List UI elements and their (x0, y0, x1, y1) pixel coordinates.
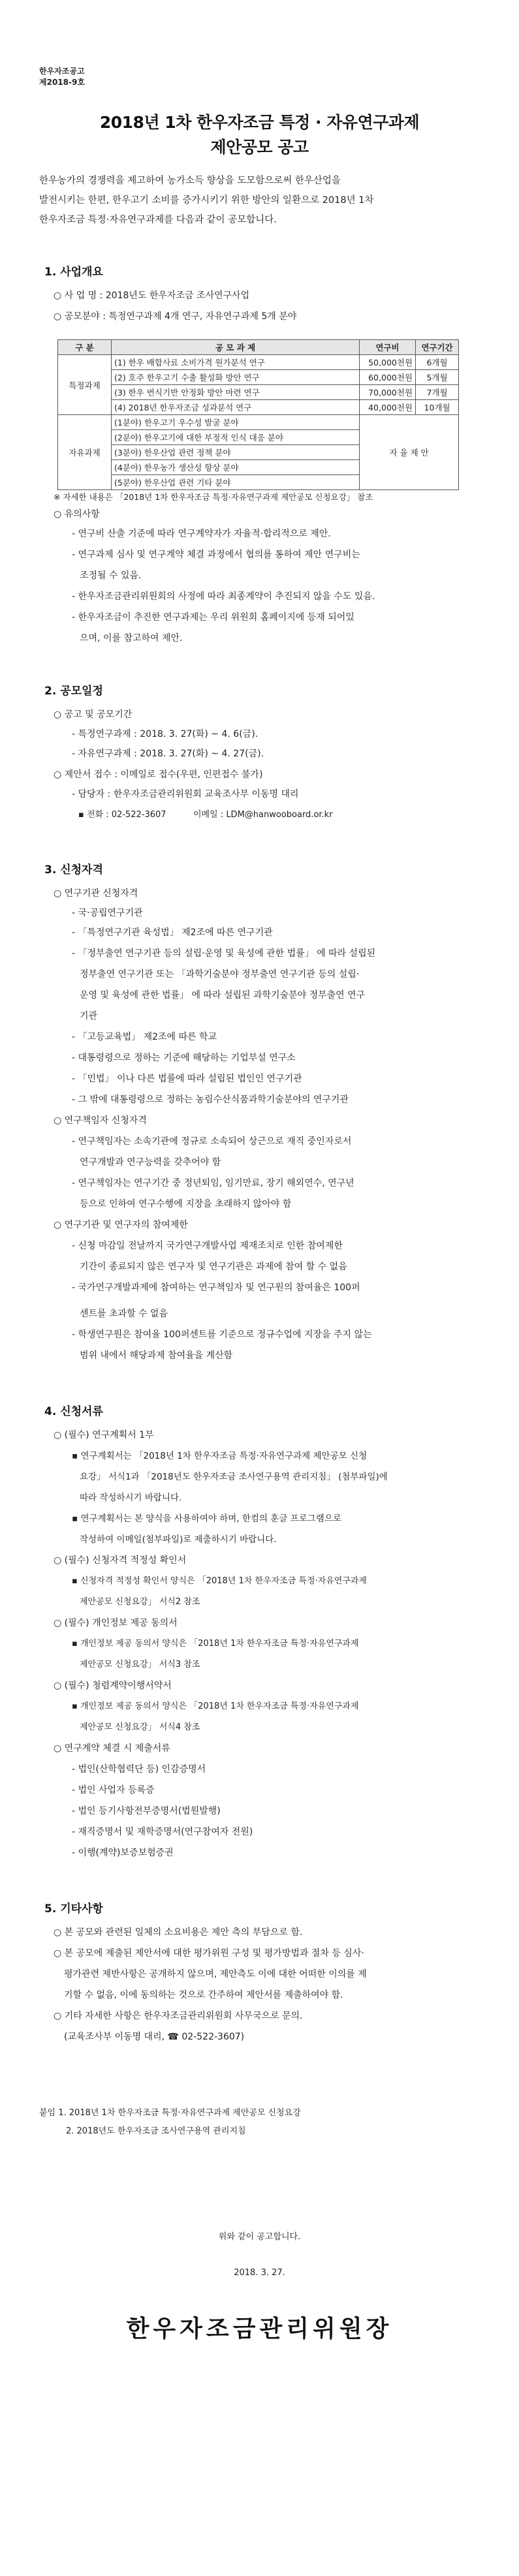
budget-cell: 60,000천원 (360, 370, 416, 385)
s3-detail-9a: - 연구책임자는 연구기간 중 정년퇴임, 임기만료, 장기 해외연수, 연구년 (72, 1178, 354, 1188)
s5-bullet-2: ○ 본 공모에 제출된 제안서에 대한 평가위원 구성 및 평가방법과 절차 등 심사· (54, 1948, 364, 1959)
s4-bullet-4: ○ (필수) 청렴계약이행서약서 (54, 1681, 172, 1691)
s2-detail-1: - 특정연구과제 : 2018. 3. 27(화) ~ 4. 6(금). (72, 729, 259, 739)
s5-bullet-3: ○ 기타 자세한 사항은 한우자조금관리위원회 사무국으로 문의. (54, 2011, 303, 2021)
s4-b1-text: (필수) 연구계획서 1부 (64, 1430, 154, 1440)
s3-detail-3a: - 「정부출연 연구기관 등의 설립·운영 및 육성에 관한 법률」 에 따라 설립된 (72, 948, 376, 959)
th-category: 구 분 (58, 340, 112, 355)
table-row (58, 415, 459, 430)
th-task: 공 모 과 제 (112, 340, 360, 355)
task-cell: (3분야) 한우산업 관련 정책 분야 (112, 445, 360, 460)
table-row (58, 370, 459, 385)
s4-b5-text: 연구계약 체결 시 제출서류 (64, 1743, 170, 1754)
intro-line-1: 한우농가의 경쟁력을 제고하여 농가소득 향상을 도모함으로써 한우산업을 (39, 176, 341, 186)
s4-bullet-3: ○ (필수) 개인정보 제공 동의서 (54, 1618, 178, 1628)
s2-phone: ▪ 전화 : 02-522-3607 (78, 810, 166, 820)
s4-detail-10: - 이행(계약)보증보험증권 (72, 1848, 174, 1858)
s2-bullet-2: ○ 제안서 접수 : 이메일로 접수(우편, 인편접수 불가) (54, 769, 263, 780)
attachment-2: 2. 2018년도 한우자조금 조사연구용역 관리지침 (66, 2126, 246, 2136)
s3-detail-11a: - 국가연구개발과제에 참여하는 연구책임자 및 연구원의 참여율은 100퍼 (72, 1282, 360, 1293)
task-cell: (1분야) 한우고기 우수성 발굴 분야 (112, 415, 360, 430)
s1-detail-4a: - 한우자조금이 추진한 연구과제는 우리 위원회 홈페이지에 등재 되어있 (72, 612, 354, 623)
s3-detail-1: - 국·공립연구기관 (72, 908, 143, 918)
task-cell: (3) 한우 번식기반 안정화 방안 마련 연구 (112, 385, 360, 400)
s4-detail-4a: ▪ 개인정보 제공 동의서 양식은 「2018년 1차 한우자조금 특정·자유연구과제 (72, 1639, 359, 1649)
s5-bullet-2b: 평가관련 제반사항은 공개하지 않으며, 제안측도 이에 대한 어떠한 이의를 제 (64, 1969, 367, 1979)
s3-b2-text: 연구책임자 신청자격 (64, 1115, 147, 1126)
s1-b2-text: 공모분야 : 특정연구과제 4개 연구, 자유연구과제 5개 분야 (64, 311, 297, 322)
signature-org: 한우자조금관리위원장 (126, 2315, 393, 2342)
s4-detail-4b: 제안공모 신청요강」 서식3 참조 (80, 1660, 200, 1669)
s1-bullet-2: ○ 공모분야 : 특정연구과제 4개 연구, 자유연구과제 5개 분야 (54, 311, 297, 322)
s4-b4-text: (필수) 청렴계약이행서약서 (64, 1681, 172, 1691)
table-row (58, 400, 459, 415)
s1-bullet-3: ○ 유의사항 (54, 509, 100, 520)
s4-detail-5b: 제안공모 신청요강」 서식4 참조 (80, 1722, 200, 1732)
budget-cell: 70,000천원 (360, 385, 416, 400)
table-header-row (58, 340, 459, 355)
s3-b3-text: 연구기관 및 연구자의 참여제한 (64, 1220, 188, 1230)
task-cell: (1) 한우 배합사료 소비가격 원가분석 연구 (112, 355, 360, 370)
group-specific: 특정과제 (58, 355, 112, 415)
s2-detail-3: - 담당자 : 한우자조금관리위원회 교육조사부 이동명 대리 (72, 789, 299, 799)
s3-detail-2: - 「특정연구기관 육성법」 제2조에 따른 연구기관 (72, 927, 273, 938)
s2-b2-text: 제안서 접수 : 이메일로 접수(우편, 인편접수 불가) (64, 769, 263, 780)
s3-detail-6: - 「민법」 이나 다른 법률에 따라 설립된 법인인 연구기관 (72, 1074, 302, 1084)
group-free: 자유과제 (58, 415, 112, 490)
page-subtitle: 제안공모 공고 (210, 138, 309, 157)
s5-bullet-1: ○ 본 공모와 관련된 일체의 소요비용은 제안 측의 부담으로 함. (54, 1927, 303, 1938)
s1-b3-text: 유의사항 (64, 509, 100, 520)
s3-bullet-1: ○ 연구기관 신청자격 (54, 888, 138, 899)
section-4-heading: 4. 신청서류 (44, 1405, 103, 1418)
s3-detail-3b: 정부출연 연구기관 또는 「과학기술분야 정부출연 연구기관 등의 설립· (80, 969, 360, 980)
s5-bullet-2c: 기할 수 없음, 이에 동의하는 것으로 간주하여 제안서를 제출하여야 함. (64, 1990, 343, 2000)
s4-detail-2b: 작성하여 이메일(첨부파일)로 제출하시기 바랍니다. (80, 1534, 277, 1545)
s4-detail-5a: ▪ 개인정보 제공 동의서 양식은 「2018년 1차 한우자조금 특정·자유연구과제 (72, 1701, 359, 1711)
section-3-heading: 3. 신청자격 (44, 863, 103, 877)
task-cell: (2분야) 한우고기에 대한 부정적 인식 대응 분야 (112, 430, 360, 445)
s3-detail-12a: - 학생연구원은 참여율 100퍼센트를 기준으로 정규수업에 지장을 주지 않는 (72, 1329, 372, 1340)
s3-bullet-2: ○ 연구책임자 신청자격 (54, 1115, 147, 1126)
s3-detail-5: - 대통령령으로 정하는 기준에 해당하는 기업부설 연구소 (72, 1053, 296, 1063)
s3-bullet-3: ○ 연구기관 및 연구자의 참여제한 (54, 1220, 188, 1230)
table-row (58, 355, 459, 370)
s2-bullet-1: ○ 공고 및 공모기간 (54, 709, 133, 720)
th-period: 연구기간 (416, 340, 459, 355)
closing-date: 2018. 3. 27. (234, 2268, 285, 2278)
s4-detail-2a: ▪ 연구계획서는 본 양식을 사용하여야 하며, 한컴의 훈글 프로그램으로 (72, 1513, 341, 1524)
section-1-heading: 1. 사업개요 (44, 266, 103, 279)
s3-detail-10b: 기간이 종료되지 않은 연구자 및 연구기관은 과제에 참여 할 수 없음 (80, 1262, 347, 1272)
table-row (58, 385, 459, 400)
task-cell: (4분야) 한우농가 생산성 향상 분야 (112, 460, 360, 475)
s4-detail-1a: ▪ 연구계획서는 「2018년 1차 한우자조금 특정·자유연구과제 제안공모 신청 (72, 1451, 368, 1461)
s3-detail-3d: 기관 (80, 1011, 98, 1021)
s3-detail-12b: 범위 내에서 해당과제 참여율을 계산함 (80, 1350, 233, 1361)
budget-cell: 40,000천원 (360, 400, 416, 415)
s3-detail-8a: - 연구책임자는 소속기관에 정규로 소속되어 상근으로 재직 중인자로서 (72, 1136, 352, 1147)
s4-detail-7: - 법인 사업자 등록증 (72, 1785, 155, 1795)
s4-detail-8: - 법인 등기사항전부증명서(법원발행) (72, 1806, 221, 1816)
research-task-table (57, 339, 459, 490)
page-title: 2018년 1차 한우자조금 특정 · 자유연구과제 (99, 113, 420, 132)
intro-line-2: 발전시키는 한편, 한우고기 소비를 증가시키기 위한 방안의 일환으로 2018년 1차 (39, 195, 374, 206)
doc-number: 제2018-9호 (39, 78, 85, 87)
s4-detail-6: - 법인(산학협력단 등) 인감증명서 (72, 1764, 206, 1775)
s2-detail-2: - 자유연구과제 : 2018. 3. 27(화) ~ 4. 27(금). (72, 749, 264, 759)
section-2-heading: 2. 공모일정 (44, 685, 103, 698)
task-cell: (2) 호주 한우고기 수출 활성화 방안 연구 (112, 370, 360, 385)
task-cell: (5분야) 한우산업 관련 기타 분야 (112, 475, 360, 490)
free-proposal-cell: 자 율 제 안 (360, 415, 459, 490)
s3-detail-3c: 운영 및 육성에 관한 법률」 에 따라 설립된 과학기술분야 정부출연 연구 (80, 990, 366, 1001)
s3-detail-4: - 「고등교육법」 제2조에 따른 학교 (72, 1032, 217, 1042)
budget-cell: 50,000천원 (360, 355, 416, 370)
s2-email[interactable]: 이메일 : LDM@hanwooboard.or.kr (193, 810, 333, 820)
s4-detail-1c: 따라 작성하시기 바랍니다. (80, 1493, 182, 1503)
s1-b1-text: 사 업 명 : 2018년도 한우자조금 조사연구사업 (64, 290, 250, 301)
period-cell: 7개월 (416, 385, 459, 400)
period-cell: 6개월 (416, 355, 459, 370)
s3-b1-text: 연구기관 신청자격 (64, 888, 138, 899)
s5-b3-text: 기타 자세한 사항은 한우자조금관리위원회 사무국으로 문의. (64, 2011, 303, 2021)
s4-detail-1b: 요강」 서식1과 「2018년도 한우자조금 조사연구용역 관리지침」 (첨부파일)에 (80, 1472, 388, 1482)
s4-detail-9: - 재직증명서 및 재학증명서(연구참여자 전원) (72, 1827, 253, 1837)
s4-bullet-2: ○ (필수) 신청자격 적정성 확인서 (54, 1555, 187, 1566)
s4-detail-3a: ▪ 신청자격 적정성 확인서 양식은 「2018년 1차 한우자조금 특정·자유연구과제 (72, 1576, 367, 1586)
s1-detail-4b: 으며, 이를 참고하여 제안. (80, 633, 183, 644)
s3-detail-10a: - 신청 마감일 전날까지 국가연구개발사업 제재조치로 인한 참여제한 (72, 1241, 343, 1251)
s5-contact: (교육조사부 이동명 대리, ☎ 02-522-3607) (64, 2032, 245, 2042)
th-budget: 연구비 (360, 340, 416, 355)
s1-detail-1: - 연구비 산출 기준에 따라 연구계약자가 자율적·합리적으로 제안. (72, 529, 331, 539)
attachment-1: 붙임 1. 2018년 1차 한우자조금 특정·자유연구과제 제안공모 신청요강 (39, 2108, 301, 2118)
s3-detail-8b: 연구개발과 연구능력을 갖추어야 함 (80, 1157, 221, 1168)
s1-detail-2a: - 연구과제 심사 및 연구계약 체결 과정에서 협의를 통하여 제안 연구비는 (72, 550, 360, 560)
s3-detail-11b: 센트를 초과할 수 없음 (80, 1309, 168, 1319)
s4-b3-text: (필수) 개인정보 제공 동의서 (64, 1618, 178, 1628)
s4-bullet-1: ○ (필수) 연구계획서 1부 (54, 1430, 154, 1440)
s1-note: ※ 자세한 내용은 「2018년 1차 한우자조금 특정·자유연구과제 제안공모 신청요강」 참조 (54, 492, 373, 502)
s4-detail-3b: 제안공모 신청요강」 서식2 참조 (80, 1597, 200, 1607)
closing-text: 위와 같이 공고합니다. (218, 2232, 301, 2242)
doc-category: 한우자조공고 (39, 67, 85, 76)
s1-bullet-1: ○ 사 업 명 : 2018년도 한우자조금 조사연구사업 (54, 290, 250, 301)
task-cell: (4) 2018년 한우자조금 성과분석 연구 (112, 400, 360, 415)
period-cell: 5개월 (416, 370, 459, 385)
s2-b1-text: 공고 및 공모기간 (64, 709, 133, 720)
s5-b1-text: 본 공모와 관련된 일체의 소요비용은 제안 측의 부담으로 함. (64, 1927, 303, 1938)
s4-bullet-5: ○ 연구계약 체결 시 제출서류 (54, 1743, 170, 1754)
section-5-heading: 5. 기타사항 (44, 1902, 103, 1916)
s1-detail-2b: 조정될 수 있음. (80, 570, 142, 581)
s3-detail-9b: 등으로 인하여 연구수행에 지장을 초래하지 않아야 함 (80, 1199, 292, 1209)
s4-b2-text: (필수) 신청자격 적정성 확인서 (64, 1555, 187, 1566)
period-cell: 10개월 (416, 400, 459, 415)
intro-line-3: 한우자조금 특정·자유연구과제를 다음과 같이 공모합니다. (39, 215, 277, 225)
s3-detail-7: - 그 밖에 대통령령으로 정하는 농림수산식품과학기술분야의 연구기관 (72, 1094, 349, 1105)
s5-b2a-text: 본 공모에 제출된 제안서에 대한 평가위원 구성 및 평가방법과 절차 등 심사· (64, 1948, 364, 1959)
s1-detail-3: - 한우자조금관리위원회의 사정에 따라 최종계약이 추진되지 않을 수도 있음. (72, 591, 375, 602)
